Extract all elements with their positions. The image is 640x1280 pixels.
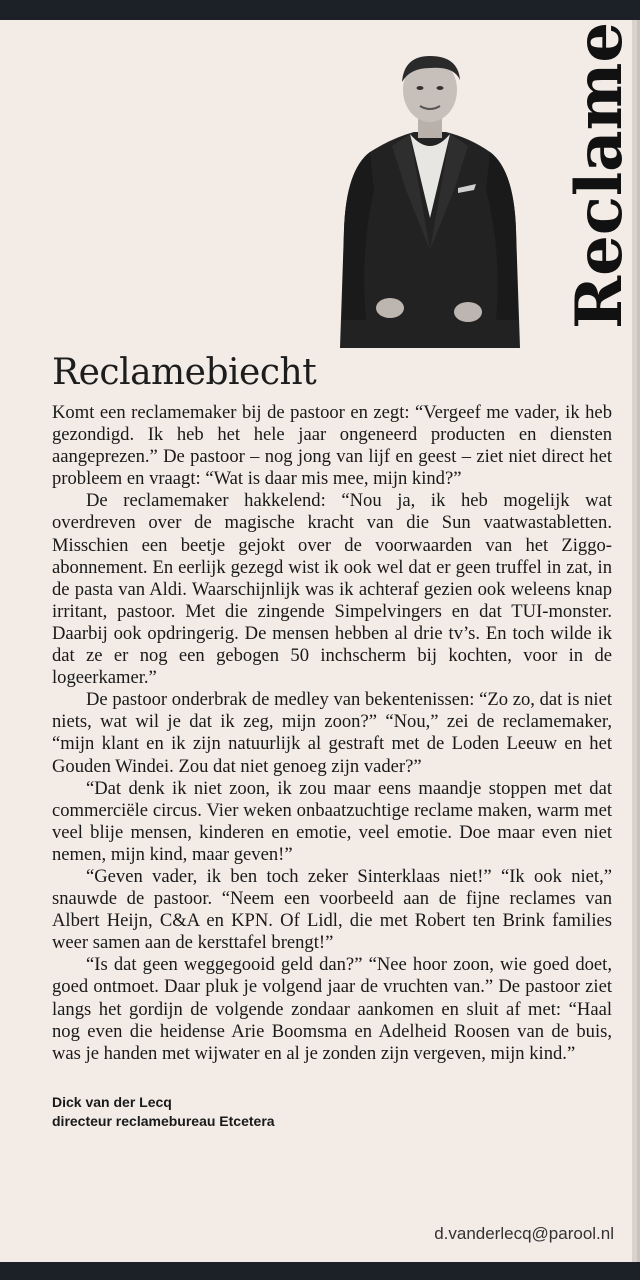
author-portrait (330, 50, 530, 348)
article-paragraph: “Geven vader, ik ben toch zeker Sinterklaas niet!” “Ik ook niet,” snauwde de pastoor. “Neem een voorbeeld aan de fijne reclames van Albert Heijn, C&A en KPN. Of Lidl, die met Robert ten Brink families weer samen aan de kersttafel brengt!” (52, 865, 612, 954)
section-label-text: Reclame (562, 21, 638, 329)
top-frame-bar (0, 0, 640, 20)
bottom-frame-bar (0, 1262, 640, 1280)
byline (52, 1093, 452, 1131)
article-paragraph: “Dat denk ik niet zoon, ik zou maar eens maandje stoppen met dat commerciële circus. Vier weken onbaatzuchtige reclame maken, warm met veel blije mensen, kinderen en emotie, veel emotie. Doe maar even niet nemen, mijn kind, maar geven!” (52, 777, 612, 865)
article-paragraph: “Is dat geen weggegooid geld dan?” “Nee hoor zoon, wie goed doet, goed ontmoet. Daar pluk je volgend jaar de vruchten van.” De pastoor ziet langs het gordijn de volgende zondaar aankomen en sluit af met: “Haal nog even die heidense Arie Boomsma en Adelheid Roosen van de buis, was je handen met wijwater en al je zonden zijn vergeven, mijn kind.” (52, 954, 612, 1064)
article-body (52, 402, 612, 1065)
section-label (560, 20, 640, 330)
author-email[interactable]: d.vanderlecq@parool.nl (434, 1224, 614, 1243)
article-paragraph: Komt een reclamemaker bij de pastoor en zegt: “Vergeef me vader, ik heb gezondigd. Ik heb het hele jaar ongeneerd producten en diensten aangeprezen.” De pastoor – nog jong van lijf en geest – ziet niet direct het probleem en vraagt: “Wat is daar mis mee, mijn kind?” (52, 402, 612, 490)
article-headline: Reclamebiecht (52, 352, 317, 393)
author-name: Dick van der Lecq (52, 1094, 172, 1110)
article-paragraph: De reclamemaker hakkelend: “Nou ja, ik heb mogelijk wat overdreven over de magische kracht van die Sun vaatwastabletten. Misschien een beetje gejokt over de voorwaarden van het Ziggo-abonnement. En eerlijk gezegd wist ik ook wel dat er geen truffel in zat, in de pasta van Aldi. Waarschijnlijk was ik achteraf gezien ook weleens knap irritant, pastoor. Met die zingende Simpelvingers en dat TUI-monster. Daarbij ook opdringerig. De mensen hebben al drie tv’s. En toch wilde ik dat ze er nog een gebogen 50 inchscherm bij kochten, voor in de logeerkamer.” (52, 490, 612, 689)
author-role: directeur reclamebureau Etcetera (52, 1113, 275, 1129)
article-paragraph: De pastoor onderbrak de medley van bekentenissen: “Zo zo, dat is niet niets, wat wil je dat ik zeg, mijn zoon?” “Nou,” zei de reclamemaker, “mijn klant en ik zijn natuurlijk al gestraft met de Loden Leeuw en het Gouden Windei. Zou dat niet genoeg zijn vader?” (52, 689, 612, 777)
